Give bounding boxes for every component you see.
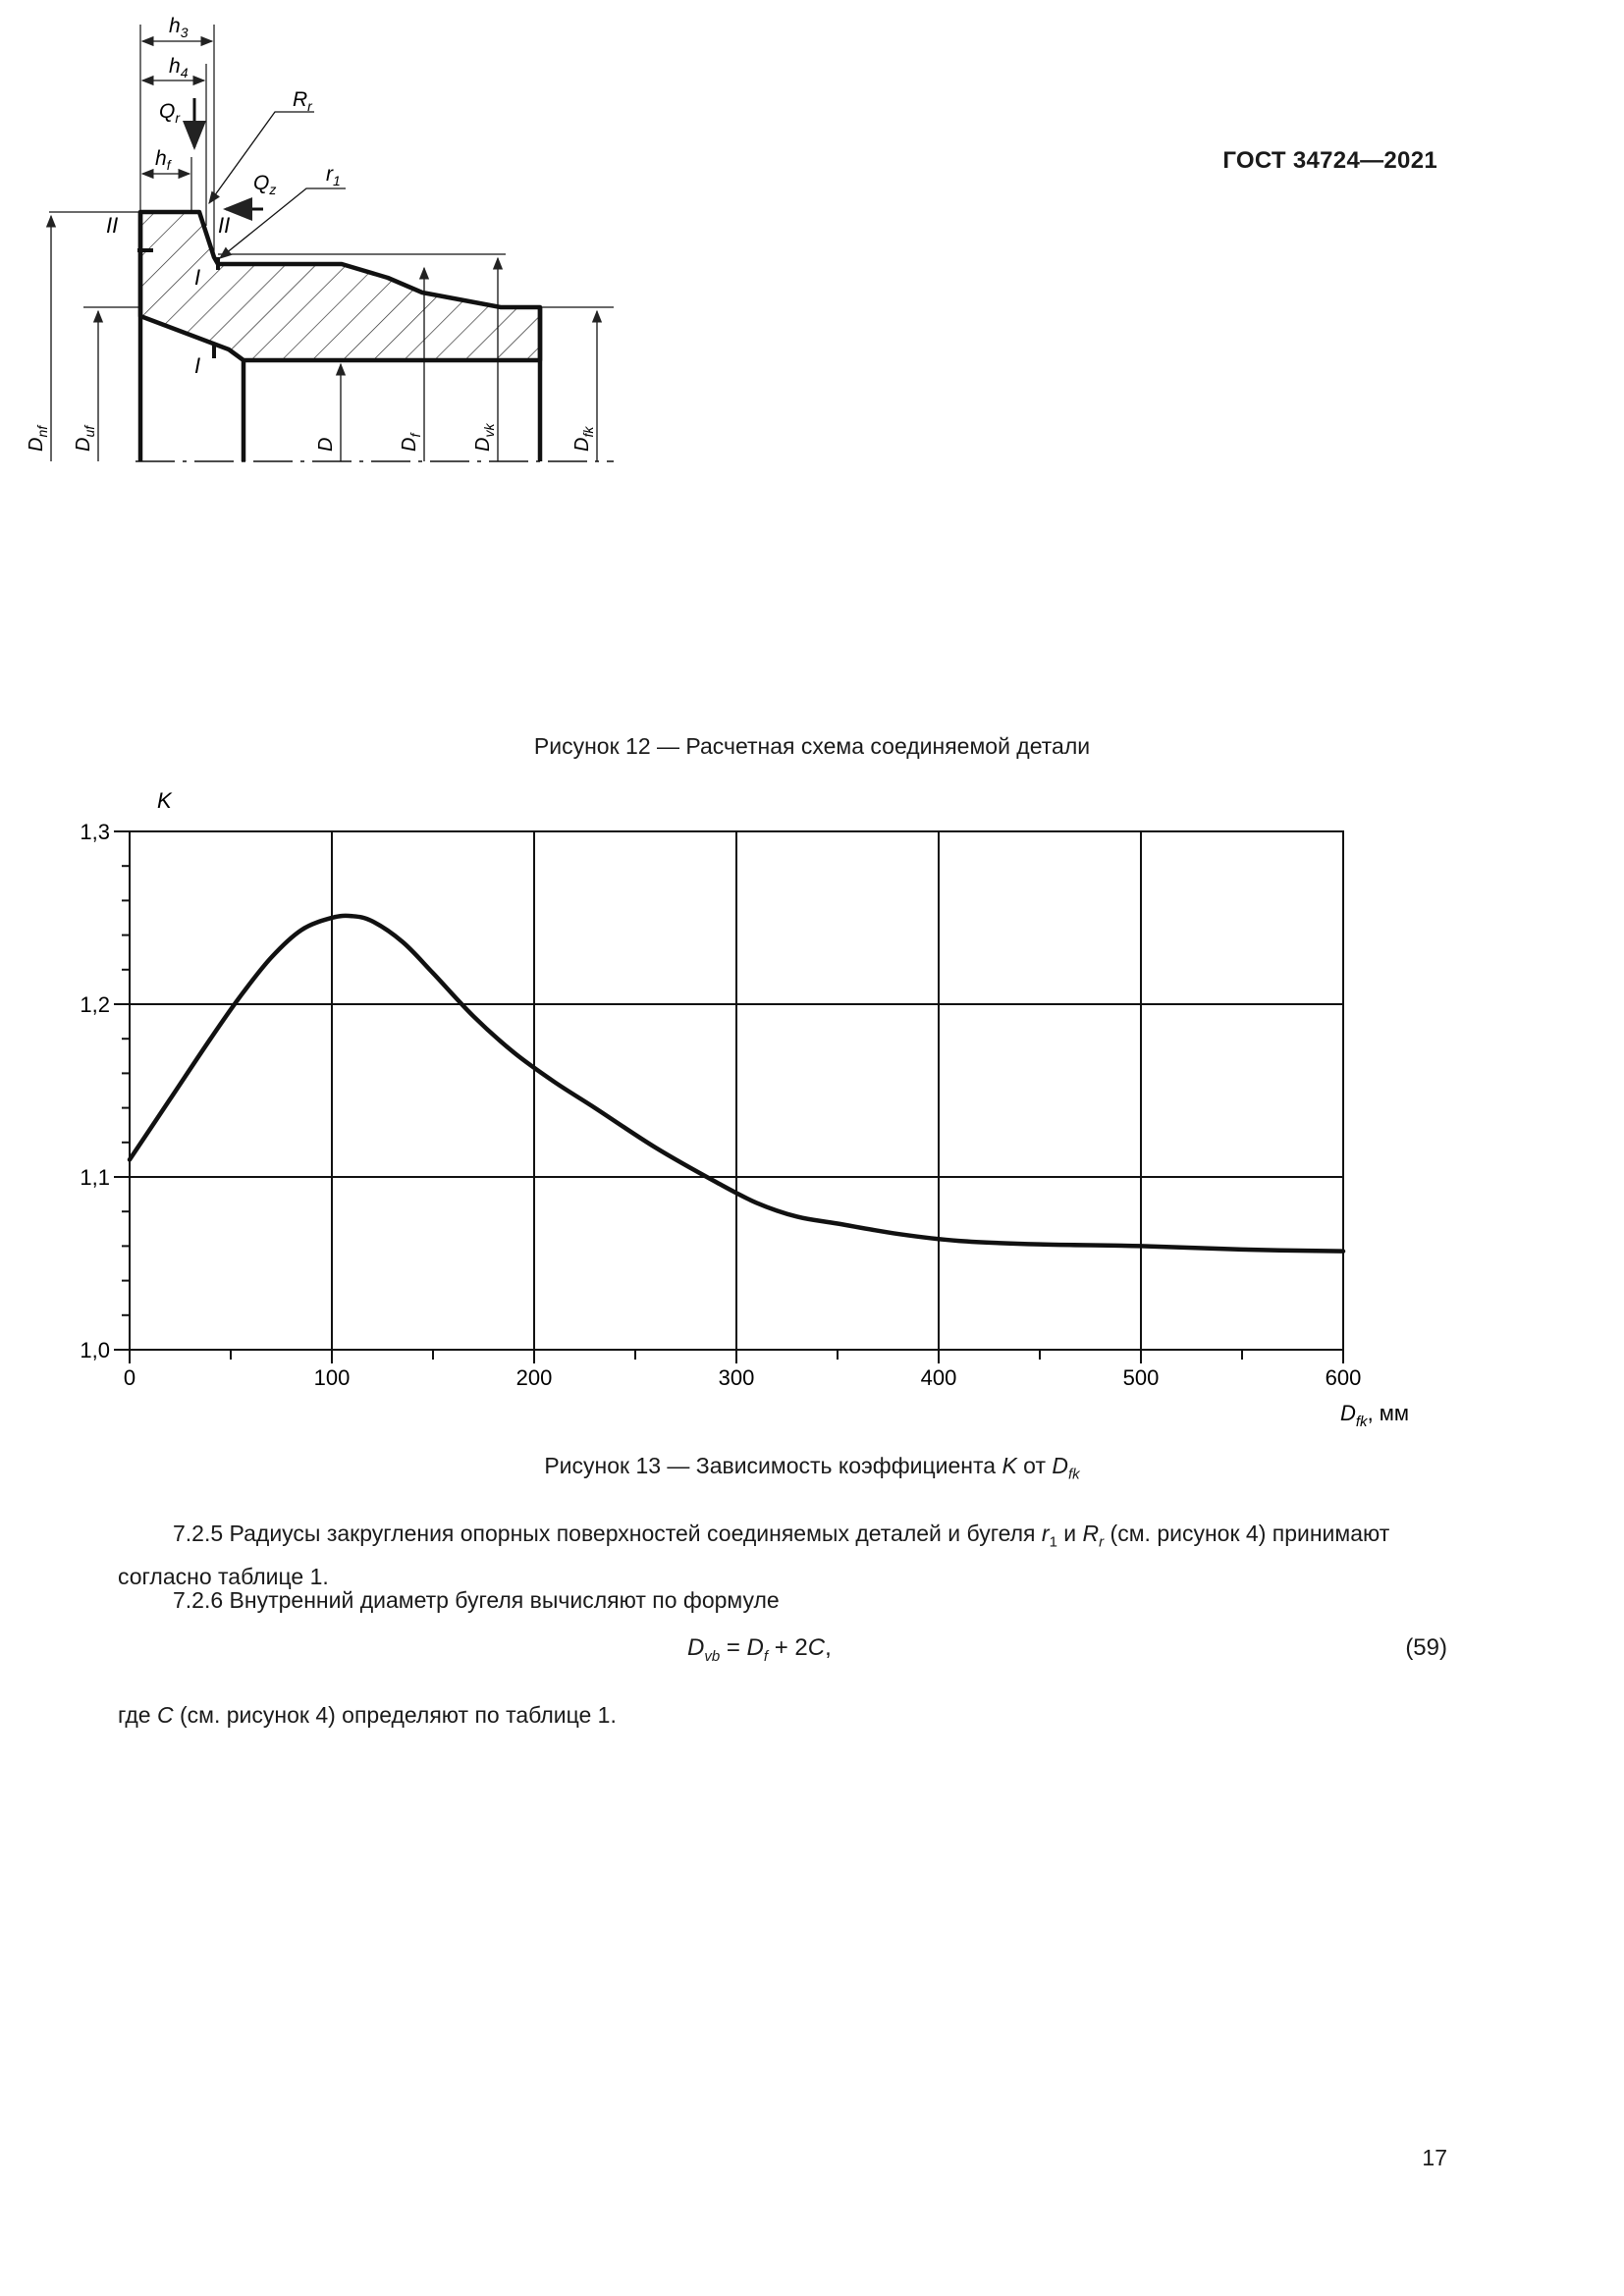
figure-12-caption: Рисунок 12 — Расчетная схема соединяемой детали [533,733,1091,759]
chart-y-tick-label: 1,0 [80,1338,110,1362]
chart-x-tick-label: 500 [1122,1365,1160,1390]
label-section-I-bottom: I [194,353,201,378]
label-Dfk: $D_{fk}$ [571,426,596,452]
label-Qz: $Q_z$ [253,172,277,197]
label-h3: $h_3$ [169,15,189,40]
chart-x-tick-label: 600 [1325,1365,1362,1390]
chart-tick-labels [80,820,1361,1390]
label-h4: $h_4$ [169,55,189,80]
chart-x-tick-label: 0 [123,1365,136,1390]
formula-number: (59) [1405,1634,1447,1661]
chart-x-tick-label: 400 [920,1365,957,1390]
chart-y-tick-label: 1,3 [80,820,110,844]
label-section-II-left: II [106,213,119,238]
label-D: D [315,437,337,452]
chart-y-tick-label: 1,2 [80,992,110,1017]
figure-12-schematic [0,0,648,491]
label-Dnf: $D_{nf}$ [26,425,50,452]
paragraph-7-2-5: 7.2.5 Радиусы закругления опорных поверхностей соединяемых деталей и бугеля $r_1$ и $R_r$ (см. рисунок 4) принимают согласно таблице 1. [118,1521,1390,1589]
chart-grid [130,831,1343,1350]
paragraph-7-2-6: 7.2.6 Внутренний диаметр бугеля вычисляют по формуле [173,1587,780,1613]
page-number: 17 [1422,2145,1447,2170]
label-Qr: $Q_r$ [159,100,181,126]
label-section-I-top: I [194,265,201,290]
label-hf: $h_f$ [155,147,171,173]
label-r1: $r_1$ [326,163,341,188]
paragraph-where: где C (см. рисунок 4) определяют по таблице 1. [118,1702,617,1728]
label-Rr: $R_r$ [293,88,312,114]
chart-y-axis-label: K [157,788,172,813]
label-Dvk: $D_{vk}$ [472,423,497,452]
chart-x-axis-label: $D_{fk}$, мм [1340,1401,1410,1430]
chart-ticks [114,831,1343,1363]
document-code: ГОСТ 34724—2021 [1222,147,1437,174]
label-Df: $D_f$ [399,433,423,452]
label-section-II-right: II [218,213,231,238]
figure-13-caption: Рисунок 13 — Зависимость коэффициента K от $D_{fk}$ [544,1453,1080,1483]
chart-y-tick-label: 1,1 [80,1165,110,1190]
chart-x-tick-label: 200 [515,1365,553,1390]
figure-13-chart [80,780,1453,1438]
chart-x-tick-label: 300 [718,1365,755,1390]
label-Duf: $D_{uf}$ [73,425,97,452]
chart-x-tick-label: 100 [313,1365,351,1390]
formula-59: $D_{vb} = D_f + 2C$, [687,1634,832,1665]
